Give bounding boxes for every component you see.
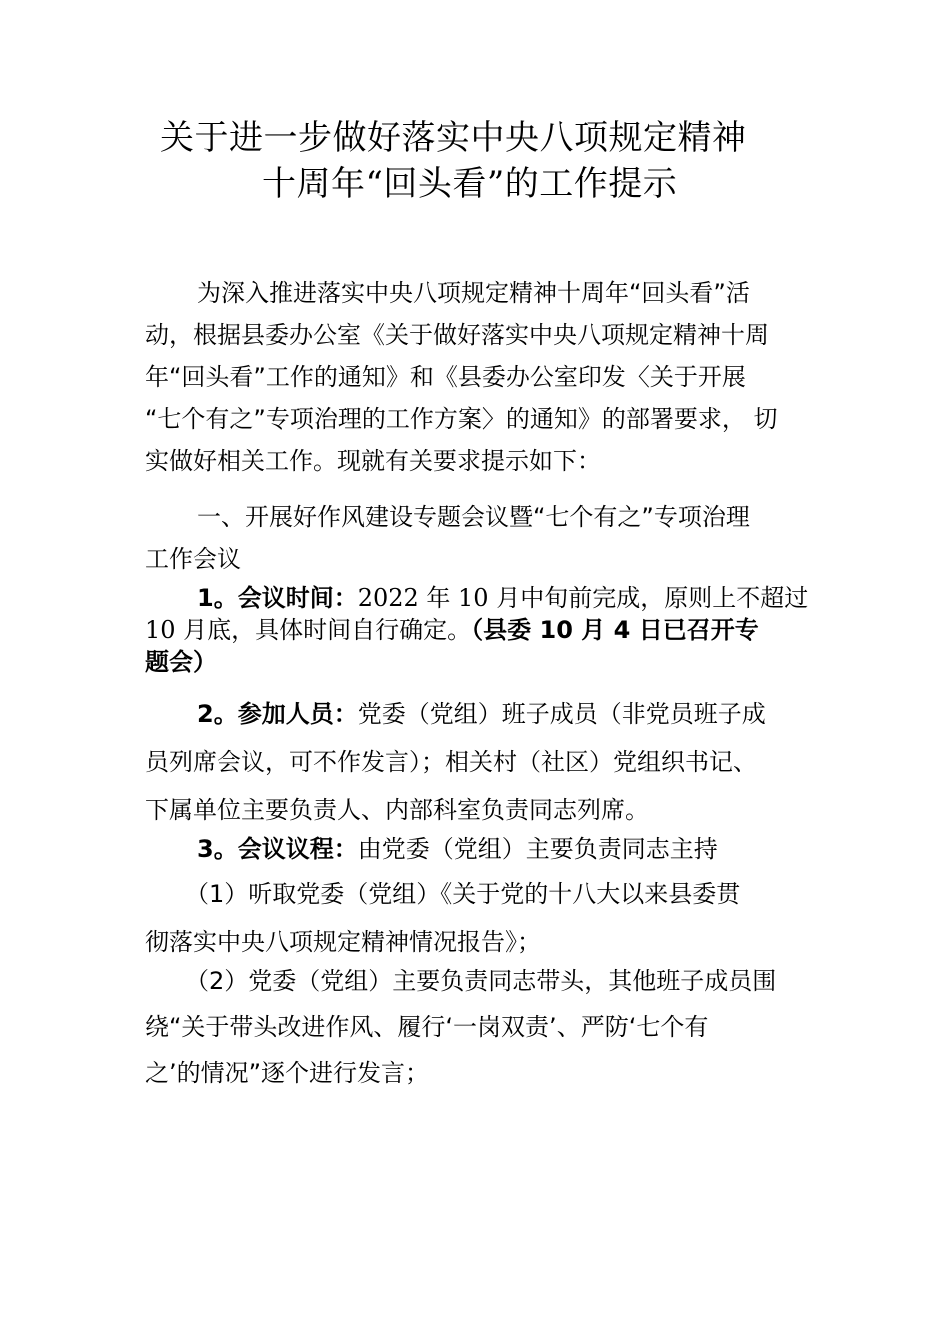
document-title-line-1: 关于进一步做好落实中央八项规定精神 <box>160 118 747 158</box>
item-text: 2022 年 10 月中旬前完成，原则上不超过 <box>357 584 809 612</box>
intro-line: 动，根据县委办公室《关于做好落实中央八项规定精神十周 <box>145 321 769 349</box>
document-title-line-2: 十周年“回头看”的工作提示 <box>262 164 678 204</box>
item-label: 3。会议议程 <box>197 835 334 863</box>
item-text: 下属单位主要负责人、内部科室负责同志列席。 <box>145 796 649 824</box>
subitem-line: 绕“关于带头改进作风、履行‘一岗双责’、严防‘七个有 <box>145 1013 709 1041</box>
agenda-subitem-1 <box>145 870 820 966</box>
intro-line: 年“回头看”工作的通知》和《县委办公室印发〈关于开展 <box>145 363 746 391</box>
subitem-line: （2）党委（党组）主要负责同志带头，其他班子成员围 <box>185 967 777 995</box>
subitem-line: 彻落实中央八项规定精神情况报告》； <box>145 928 541 956</box>
section-heading-line: 工作会议 <box>145 545 241 573</box>
item-label-colon: ： <box>333 835 358 863</box>
item-label: 1。会议时间 <box>197 584 334 612</box>
intro-paragraph <box>145 272 820 482</box>
intro-line: 为深入推进落实中央八项规定精神十周年“回头看”活 <box>197 279 750 307</box>
item-meeting-time <box>145 582 820 678</box>
item-label-colon: ： <box>333 700 358 728</box>
subitem-line: 之’的情况”逐个进行发言； <box>145 1059 430 1087</box>
subitem-line: （1）听取党委（党组）《关于党的十八大以来县委贯 <box>185 880 741 908</box>
intro-line: “七个有之”专项治理的工作方案〉的通知》的部署要求， 切 <box>145 405 778 433</box>
section-1-heading <box>145 496 820 580</box>
item-text: 党委（党组）班子成员（非党员班子成 <box>357 700 766 728</box>
agenda-subitem-2 <box>145 958 820 1096</box>
item-agenda <box>145 828 820 870</box>
item-label: 2。参加人员 <box>197 700 334 728</box>
item-text: 10 月底，具体时间自行确定。 <box>145 616 472 644</box>
item-note: （县委 10 月 4 日已召开专 <box>471 616 759 644</box>
item-note: 题会） <box>145 648 217 676</box>
section-heading-line: 一、开展好作风建设专题会议暨“七个有之”专项治理 <box>197 503 750 531</box>
item-text: 员列席会议，可不作发言）；相关村（社区）党组织书记、 <box>145 748 757 776</box>
item-text: 由党委（党组）主要负责同志主持 <box>357 835 718 863</box>
intro-line: 实做好相关工作。现就有关要求提示如下： <box>145 447 601 475</box>
item-participants <box>145 690 820 834</box>
item-label-colon: ： <box>333 584 358 612</box>
